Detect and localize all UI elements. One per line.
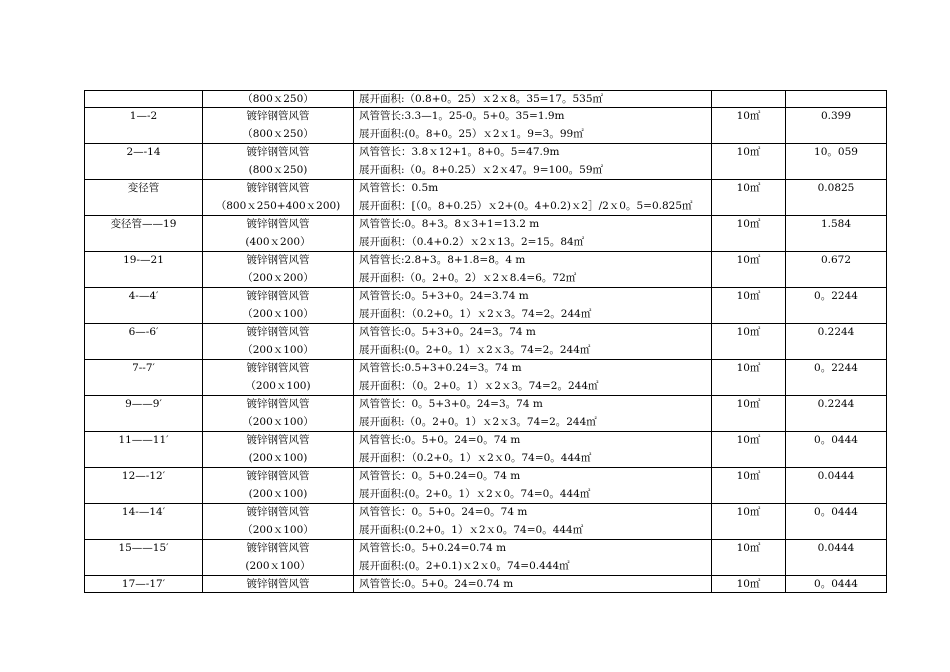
material-cell (203, 504, 354, 540)
unfolded-area-line: 展开面积：（0。2+0。1）ｘ2ｘ3。74=2。244㎡ (359, 379, 599, 392)
quantity-cell (786, 360, 887, 396)
segment-label: 变径管 (127, 182, 160, 194)
unit-label: 10㎡ (736, 434, 761, 446)
calculation-cell (354, 540, 712, 576)
material-name: 镀锌钢管风管 (246, 326, 310, 338)
material-name: 镀锌钢管风管 (246, 182, 310, 194)
material-cell (203, 144, 354, 180)
segment-cell (85, 288, 203, 324)
quantity-value: 0.399 (820, 110, 852, 122)
segment-cell (85, 540, 203, 576)
segment-cell (85, 576, 203, 593)
material-cell (203, 324, 354, 360)
material-cell (203, 396, 354, 432)
material-cell (203, 360, 354, 396)
quantity-value: 0。2244 (814, 362, 858, 374)
table-row (85, 108, 887, 144)
calculation-cell (354, 360, 712, 396)
segment-cell (85, 504, 203, 540)
quantity-value: 0。2244 (814, 290, 858, 302)
material-spec: （200ｘ100） (242, 343, 314, 356)
unfolded-area-line: 展开面积:(0。2+0。1）ｘ2ｘ0。74=0。444㎡ (359, 487, 591, 500)
table-row (85, 360, 887, 396)
table-row (85, 216, 887, 252)
calculation-cell (354, 468, 712, 504)
quantity-value: 1.584 (820, 218, 852, 230)
unit-label: 10㎡ (736, 470, 761, 482)
table-row (85, 396, 887, 432)
pipe-length-line: 风管管长：0。5+0.24=0。74 m (359, 470, 521, 482)
quantity-cell (786, 108, 887, 144)
calculation-cell (354, 144, 712, 180)
quantity-value: 0。0444 (814, 434, 858, 446)
unit-label: 10㎡ (736, 578, 761, 590)
unfolded-area-line: 展开面积:（0。2+0。2）ｘ2ｘ8.4=6。72㎡ (359, 271, 577, 284)
quantity-value: 0.0825 (817, 182, 855, 194)
quantity-cell (786, 540, 887, 576)
pipe-length-line: 风管管长:2.8+3。8+1.8=8。4 m (359, 254, 526, 266)
segment-cell (85, 468, 203, 504)
segment-cell (85, 252, 203, 288)
quantity-cell (786, 504, 887, 540)
segment-label: 变径管——19 (110, 218, 177, 230)
segment-cell (85, 360, 203, 396)
quantity-value: 0.0444 (817, 542, 855, 554)
material-name: 镀锌钢管风管 (246, 542, 310, 554)
unit-label (712, 91, 785, 107)
segment-cell (85, 432, 203, 468)
material-cell (203, 252, 354, 288)
material-name: 镀锌钢管风管 (246, 578, 310, 590)
segment-label: 4-—4′ (128, 290, 159, 302)
calculation-cell (354, 216, 712, 252)
material-name: 镀锌钢管风管 (246, 218, 310, 230)
table-row (85, 576, 887, 593)
calculation-cell (354, 432, 712, 468)
unit-cell (712, 288, 786, 324)
table-row (85, 288, 887, 324)
segment-cell (85, 216, 203, 252)
pipe-length-line: 风管管长：0。5+3+0。24=3。74 m (359, 398, 543, 410)
quantity-value: 0.0444 (817, 470, 855, 482)
segment-cell (85, 91, 203, 108)
calculation-line: 展开面积:（0.8+0。25）ｘ2ｘ8。35=17。535㎡ (359, 93, 603, 105)
calculation-cell (354, 504, 712, 540)
unfolded-area-line: 展开面积:(0。2+0。1）ｘ2ｘ3。74=2。244㎡ (359, 343, 591, 356)
calculation-cell (354, 108, 712, 144)
quantity-value: 0.672 (820, 254, 852, 266)
unit-label: 10㎡ (736, 254, 761, 266)
pipe-length-line: 风管管长:0。5+3+0。24=3。74 m (359, 326, 536, 338)
material-cell (203, 180, 354, 216)
unfolded-area-line: 展开面积：（0.4+0.2）ｘ2ｘ13。2=15。84㎡ (359, 235, 585, 248)
calculation-cell (354, 180, 712, 216)
unit-label: 10㎡ (736, 506, 761, 518)
unfolded-area-line: 展开面积:(0.2+0。1）ｘ2ｘ0。74=0。444㎡ (359, 523, 584, 536)
quantity-value: 0。0444 (814, 578, 858, 590)
material-spec: （200ｘ100） (242, 415, 314, 428)
material-cell (203, 576, 354, 593)
segment-cell (85, 144, 203, 180)
quantity-value: 0。0444 (814, 506, 858, 518)
segment-cell (85, 324, 203, 360)
calculation-cell (354, 252, 712, 288)
segment-cell (85, 108, 203, 144)
calculation-cell (354, 288, 712, 324)
calculation-cell (354, 396, 712, 432)
material-name: 镀锌钢管风管 (246, 398, 310, 410)
pipe-length-line: 风管管长:0。5+3+0。24=3.74 m (359, 290, 529, 302)
segment-label: 2—-14 (126, 146, 161, 158)
unit-label: 10㎡ (736, 542, 761, 554)
unit-cell (712, 504, 786, 540)
material-name: 镀锌钢管风管 (246, 470, 310, 482)
material-name: 镀锌钢管风管 (246, 146, 310, 158)
quantity-cell (786, 432, 887, 468)
unfolded-area-line: 展开面积：（0.2+0。1）ｘ2ｘ3。74=2。244㎡ (359, 307, 592, 320)
material-name: 镀锌钢管风管 (246, 506, 310, 518)
unfolded-area-line: 展开面积：[（0。8+0.25）ｘ2+(0。4+0.2)ｘ2］/2ｘ0。5=0.825㎡ (359, 199, 693, 212)
material-name: 镀锌钢管风管 (246, 290, 310, 302)
table-row (85, 432, 887, 468)
quantity-value: 0.2244 (817, 398, 855, 410)
segment-label: 19-—21 (123, 254, 164, 266)
material-spec: (400ｘ200） (245, 235, 311, 248)
quantity-cell (786, 216, 887, 252)
unit-cell (712, 324, 786, 360)
material-cell (203, 288, 354, 324)
unit-cell (712, 91, 786, 108)
calculation-line: 风管管长:0。5+0。24=0.74 m (359, 578, 514, 590)
unit-cell (712, 108, 786, 144)
segment-label: 15——15′ (118, 542, 169, 554)
quantity-cell (786, 576, 887, 593)
material-cell (203, 108, 354, 144)
pipe-length-line: 风管管长:0。5+0.24=0.74 m (359, 542, 507, 554)
material-spec: （800ｘ250） (242, 127, 314, 140)
material-spec: （200ｘ100） (242, 307, 314, 320)
quantity-value: 0.2244 (817, 326, 855, 338)
table-row (85, 252, 887, 288)
unit-label: 10㎡ (736, 110, 761, 122)
unit-label: 10㎡ (736, 362, 761, 374)
material-spec: （800ｘ250+400ｘ200) (215, 199, 341, 212)
unit-cell (712, 360, 786, 396)
material-name: 镀锌钢管风管 (246, 362, 310, 374)
unit-cell (712, 396, 786, 432)
material-spec: （200ｘ100) (245, 379, 311, 392)
segment-cell (85, 396, 203, 432)
pipe-length-line: 风管管长:3.3—1。25-0。5+0。35=1.9m (359, 110, 565, 122)
pipe-length-line: 风管管长：3.8ｘ12+1。8+0。5=47.9m (359, 146, 560, 158)
unit-label: 10㎡ (736, 146, 761, 158)
table-row (85, 144, 887, 180)
pipe-length-line: 风管管长:0。5+0。24=0。74 m (359, 434, 521, 446)
table-row (85, 540, 887, 576)
quantity-value (786, 91, 886, 107)
unit-label: 10㎡ (736, 218, 761, 230)
table-row (85, 324, 887, 360)
quantity-cell (786, 91, 887, 108)
unit-cell (712, 216, 786, 252)
material-spec: (200ｘ100) (248, 487, 308, 500)
table-row (85, 504, 887, 540)
material-cell (203, 540, 354, 576)
calculation-cell (354, 324, 712, 360)
material-name: 镀锌钢管风管 (246, 434, 310, 446)
material-cell (203, 216, 354, 252)
material-spec: （800ｘ250） (242, 93, 314, 105)
table-body (85, 91, 887, 593)
segment-label: 17—-17′ (121, 578, 166, 590)
material-spec: (200ｘ100） (245, 559, 311, 572)
unit-label: 10㎡ (736, 182, 761, 194)
unfolded-area-line: 展开面积:(0。2+0.1)ｘ2ｘ0。74=0.444㎡ (359, 559, 570, 572)
unit-cell (712, 180, 786, 216)
unfolded-area-line: 展开面积:(0。8+0。25）ｘ2ｘ1。9=3。99㎡ (359, 127, 584, 140)
segment-label: 12—-12′ (121, 470, 166, 482)
unfolded-area-line: 展开面积:（0。2+0。1）ｘ2ｘ3。74=2。244㎡ (359, 415, 597, 428)
calculation-cell (354, 91, 712, 108)
segment-cell (85, 180, 203, 216)
unit-cell (712, 576, 786, 593)
table-row (85, 468, 887, 504)
unit-label: 10㎡ (736, 290, 761, 302)
unit-cell (712, 432, 786, 468)
pipe-length-line: 风管管长：0。5+0。24=0。74 m (359, 506, 528, 518)
material-cell (203, 468, 354, 504)
segment-label (85, 91, 202, 107)
unit-cell (712, 144, 786, 180)
unit-label: 10㎡ (736, 326, 761, 338)
quantity-cell (786, 468, 887, 504)
segment-label: 1—-2 (129, 110, 158, 122)
unfolded-area-line: 展开面积:（0。8+0.25）ｘ2ｘ47。9=100。59㎡ (359, 163, 603, 176)
segment-label: 7--7′ (132, 362, 155, 374)
quantity-value: 10。059 (814, 146, 858, 158)
unit-cell (712, 468, 786, 504)
unit-cell (712, 252, 786, 288)
material-spec: (800ｘ250) (248, 163, 308, 176)
unit-cell (712, 540, 786, 576)
material-cell (203, 432, 354, 468)
pipe-length-line: 风管管长：0.5m (359, 182, 439, 194)
quantity-cell (786, 144, 887, 180)
material-cell (203, 91, 354, 108)
quantity-cell (786, 180, 887, 216)
material-name: 镀锌钢管风管 (246, 254, 310, 266)
unfolded-area-line: 展开面积：（0.2+0。1）ｘ2ｘ0。74=0。444㎡ (359, 451, 592, 464)
unit-label: 10㎡ (736, 398, 761, 410)
material-name: 镀锌钢管风管 (246, 110, 310, 122)
pipe-length-line: 风管管长:0.5+3+0.24=3。74 m (359, 362, 522, 374)
quantity-cell (786, 396, 887, 432)
table-row (85, 180, 887, 216)
quantity-cell (786, 288, 887, 324)
pipe-length-line: 风管管长:0。8+3。8ｘ3+1=13.2 m (359, 218, 540, 230)
calculation-cell (354, 576, 712, 593)
segment-label: 14-—14′ (121, 506, 166, 518)
table-row (85, 91, 887, 108)
segment-label: 9——9′ (125, 398, 162, 410)
material-spec: （200ｘ200） (242, 271, 314, 284)
quantity-calculation-table (84, 90, 887, 593)
segment-label: 6—-6′ (128, 326, 159, 338)
quantity-cell (786, 324, 887, 360)
material-spec: (200ｘ100) (248, 451, 308, 464)
material-spec: （200ｘ100） (242, 523, 314, 536)
quantity-cell (786, 252, 887, 288)
segment-label: 11——11′ (118, 434, 169, 446)
